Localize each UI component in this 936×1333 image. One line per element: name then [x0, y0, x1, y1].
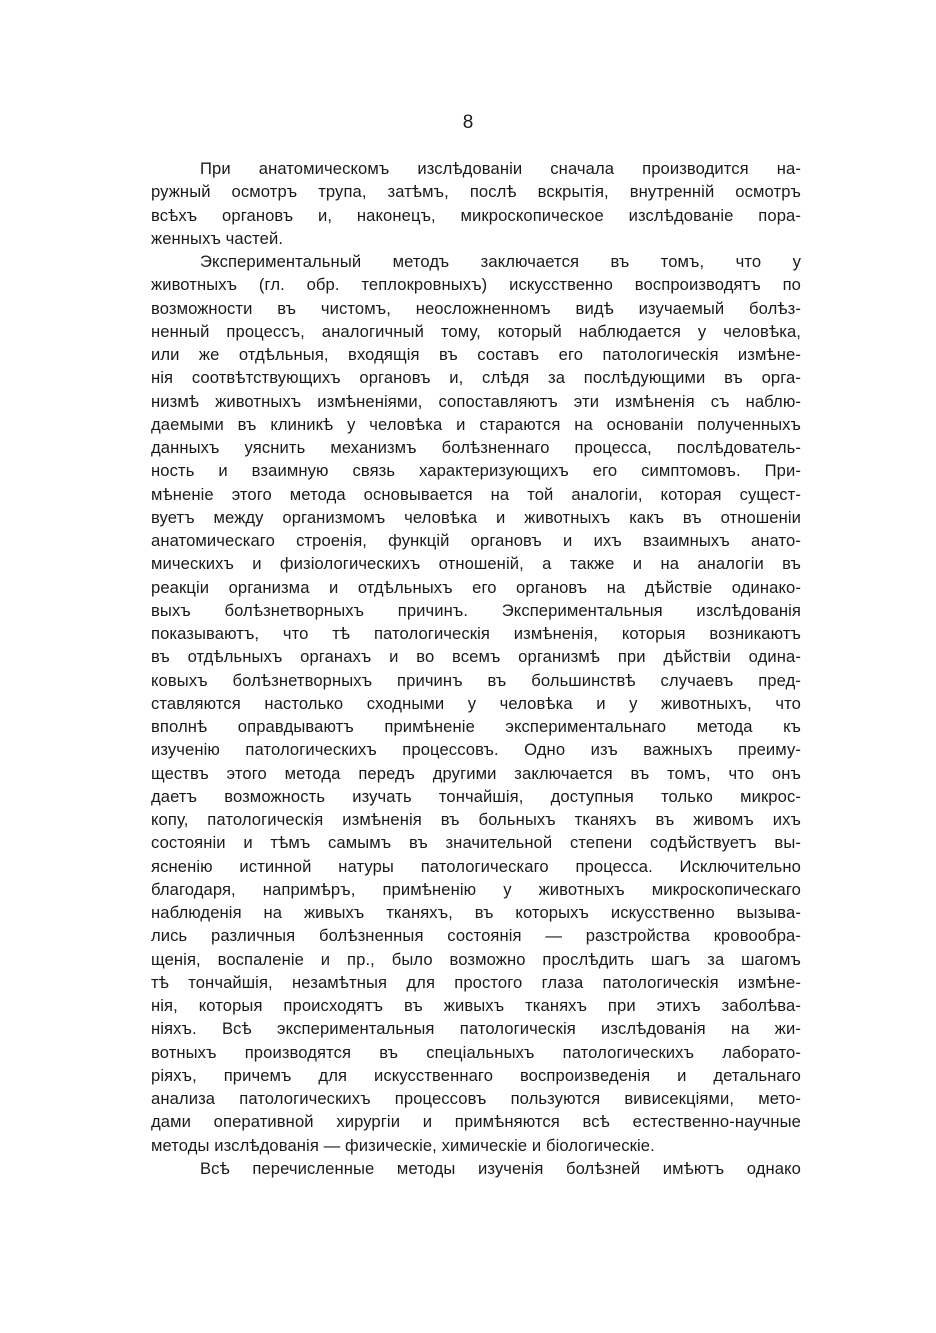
- text-line: Экспериментальный методъ заключается въ томъ, что у: [200, 252, 801, 271]
- text-line: методы изслѣдованія — физическіе, химическіе и біологическіе.: [151, 1135, 655, 1155]
- text-line: нія, которыя происходятъ въ живыхъ тканяхъ при этихъ заболѣва-: [151, 996, 801, 1015]
- text-line: женныхъ частей.: [151, 228, 284, 248]
- text-line: ность и взаимную связь характеризующихъ его симптомовъ. При-: [151, 461, 801, 481]
- text-line: анализа патологическихъ процессовъ пользуются вивисекціями, мето-: [151, 1089, 801, 1108]
- text-line: наблюденія на живыхъ тканяхъ, въ которыхъ искусственно вызыва-: [151, 903, 801, 922]
- text-line: состояніи и тѣмъ самымъ въ значительной степени содѣйствуетъ вы-: [151, 833, 801, 853]
- text-line: реакціи организма и отдѣльныхъ его органовъ на дѣйствіе одинако-: [151, 577, 801, 597]
- text-line: или же отдѣльныя, входящія въ составъ его патологическія измѣне-: [151, 345, 801, 364]
- text-line: ставляются настолько сходными у человѣка и у животныхъ, что: [151, 693, 801, 713]
- text-line: мическихъ и физіологическихъ отношеній, а также и на аналогіи въ: [151, 554, 801, 574]
- body-text: [151, 157, 801, 1180]
- text-line: ружный осмотръ трупа, затѣмъ, послѣ вскрытія, внутренній осмотръ: [151, 182, 801, 202]
- text-line: анатомическаго строенія, функцій органовъ и ихъ взаимныхъ анато-: [151, 531, 801, 550]
- text-line: изученію патологическихъ процессовъ. Одно изъ важныхъ преиму-: [151, 740, 801, 760]
- text-line: даемыми въ клиникѣ у человѣка и стараются на основаніи полученныхъ: [151, 414, 801, 434]
- text-line: вуетъ между организмомъ человѣка и животныхъ какъ въ отношеніи: [151, 507, 801, 527]
- text-line: тѣ тончайшія, незамѣтныя для простого глаза патологическія измѣне-: [151, 972, 801, 992]
- text-line: даетъ возможность изучать тончайшія, доступныя только микрос-: [151, 786, 801, 806]
- text-line: мѣненіе этого метода основывается на той аналогіи, которая сущест-: [151, 484, 801, 504]
- page-number: 8: [462, 112, 474, 133]
- text-line: данныхъ уяснить механизмъ болѣзненнаго процесса, послѣдователь-: [151, 438, 801, 457]
- text-line: въ отдѣльныхъ органахъ и во всемъ организмѣ при дѣйствіи одина-: [151, 647, 801, 667]
- text-line: вполнѣ оправдываютъ примѣненіе экспериментальнаго метода къ: [151, 717, 801, 736]
- text-line: При анатомическомъ изслѣдованіи сначала производится на-: [200, 159, 801, 178]
- text-line: ніяхъ. Всѣ экспериментальныя патологическія изслѣдованія на жи-: [151, 1019, 801, 1039]
- text-line: возможности въ чистомъ, неосложненномъ видѣ изучаемый болѣз-: [151, 298, 801, 318]
- text-line: животныхъ (гл. обр. теплокровныхъ) искусственно воспроизводятъ по: [151, 275, 801, 295]
- text-line: дами оперативной хирургіи и примѣняются всѣ естественно-научные: [151, 1112, 801, 1132]
- text-line: ществъ этого метода передъ другими заключается въ томъ, что онъ: [151, 763, 801, 783]
- text-line: выхъ болѣзнетворныхъ причинъ. Экспериментальныя изслѣдованія: [151, 600, 801, 620]
- text-line: ковыхъ болѣзнетворныхъ причинъ въ большинствѣ случаевъ пред-: [151, 670, 801, 690]
- text-line: ненный процессъ, аналогичный тому, который наблюдается у человѣка,: [151, 321, 801, 341]
- text-line: низмѣ животныхъ измѣненіями, сопоставляютъ эти измѣненія съ наблю-: [151, 391, 801, 411]
- text-line: ясненію истинной натуры патологическаго процесса. Исключительно: [151, 856, 801, 876]
- text-line: копу, патологическія измѣненія въ больныхъ тканяхъ въ живомъ ихъ: [151, 810, 801, 829]
- text-line: Всѣ перечисленные методы изученія болѣзней имѣютъ однако: [200, 1158, 801, 1178]
- text-line: нія соотвѣтствующихъ органовъ и, слѣдя за послѣдующими въ орга-: [151, 368, 801, 388]
- text-line: всѣхъ органовъ и, наконецъ, микроскопическое изслѣдованіе пора-: [151, 205, 801, 225]
- text-line: щенія, воспаленіе и пр., было возможно прослѣдить шагъ за шагомъ: [151, 949, 801, 969]
- text-line: лись различныя болѣзненныя состоянія — разстройства кровообра-: [151, 926, 801, 946]
- text-line: показываютъ, что тѣ патологическія измѣненія, которыя возникаютъ: [151, 624, 801, 643]
- text-line: вотныхъ производятся въ спеціальныхъ патологическихъ лаборато-: [151, 1042, 801, 1062]
- text-line: благодаря, напримѣръ, примѣненію у животныхъ микроскопическаго: [151, 879, 801, 899]
- text-line: ріяхъ, причемъ для искусственнаго воспроизведенія и детальнаго: [151, 1065, 801, 1085]
